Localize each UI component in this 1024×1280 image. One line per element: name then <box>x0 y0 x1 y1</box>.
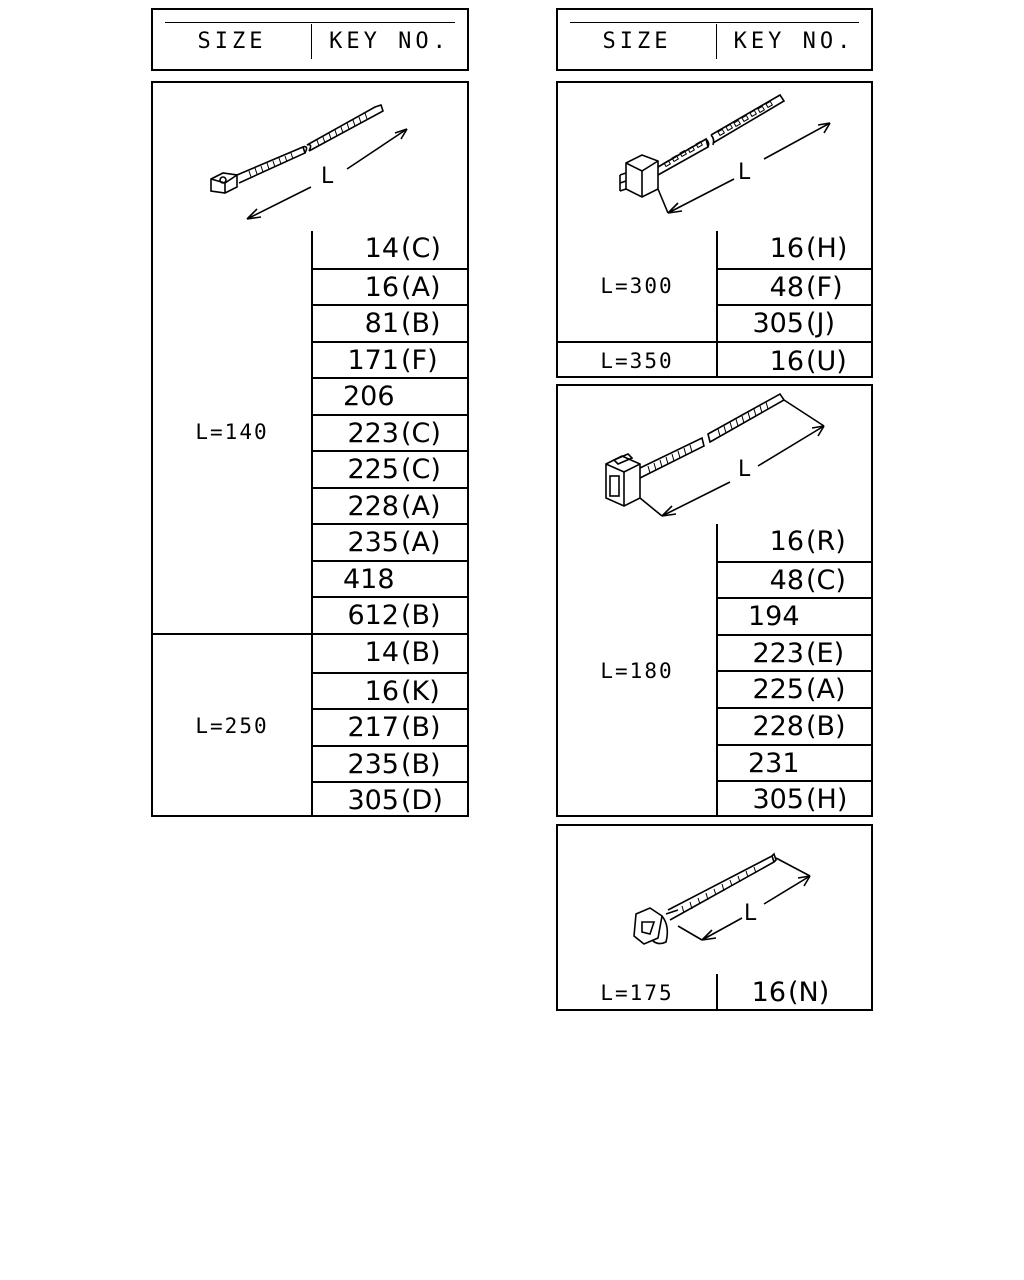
cable-tie-b-icon <box>558 83 871 231</box>
key-number: 418 <box>343 563 395 595</box>
key-number: 305 <box>752 308 804 340</box>
size-group-l350 <box>558 341 871 378</box>
key-suffix: (B) <box>806 711 846 742</box>
key-number-row <box>718 707 871 744</box>
key-suffix: (A) <box>401 527 441 558</box>
key-number: 235 <box>347 748 399 780</box>
key-suffix: (C) <box>401 454 441 485</box>
size-label: L=175 <box>600 980 674 1005</box>
key-number-row <box>313 231 467 268</box>
cable-tie-a-icon <box>153 83 467 231</box>
key-number-row <box>313 781 467 818</box>
key-number-row <box>313 414 467 451</box>
key-number: 228 <box>752 711 804 742</box>
key-suffix: (F) <box>806 271 843 303</box>
key-number-row <box>718 231 871 268</box>
key-number-row <box>718 974 871 1011</box>
key-number: 16 <box>769 526 804 557</box>
size-group-l300 <box>558 231 871 341</box>
key-number: 16 <box>769 346 804 377</box>
key-list <box>716 974 871 1011</box>
key-number-row <box>313 450 467 487</box>
cable-tie-d-icon <box>558 826 871 974</box>
key-number-row <box>313 268 467 305</box>
key-suffix: (H) <box>806 784 848 816</box>
cable-tie-diagram-b <box>556 81 873 233</box>
key-number-row <box>313 487 467 524</box>
key-number-row <box>718 304 871 341</box>
key-number-row <box>313 672 467 709</box>
key-number-row <box>718 343 871 380</box>
key-number: 194 <box>748 601 800 633</box>
key-list <box>716 231 871 341</box>
dimension-label: L <box>744 901 757 926</box>
right-top-table <box>556 231 873 378</box>
right-bottom-table <box>556 974 873 1011</box>
key-number-row <box>718 524 871 561</box>
key-column-header: KEY NO. <box>716 24 871 59</box>
key-number-row <box>718 268 871 305</box>
key-number: 48 <box>769 564 804 596</box>
key-number-row <box>718 670 871 707</box>
cable-tie-diagram-c <box>556 384 873 526</box>
key-number: 223 <box>752 637 804 669</box>
key-number-row <box>718 634 871 671</box>
key-number: 225 <box>347 454 399 485</box>
size-label: L=180 <box>600 658 674 683</box>
key-number: 14 <box>364 637 399 668</box>
key-suffix: (B) <box>401 712 441 744</box>
key-suffix: (N) <box>788 977 830 1008</box>
key-suffix: (H) <box>806 233 848 264</box>
key-suffix: (B) <box>401 308 441 339</box>
key-number-row <box>313 745 467 782</box>
key-number-row <box>313 341 467 378</box>
key-number: 223 <box>347 417 399 449</box>
key-number-row <box>718 561 871 598</box>
size-label: L=300 <box>600 274 674 298</box>
key-number-row <box>718 780 871 817</box>
key-suffix: (A) <box>401 490 441 522</box>
key-number: 235 <box>347 527 399 558</box>
key-suffix: (C) <box>806 564 846 596</box>
size-label: L=250 <box>195 714 269 738</box>
key-suffix: (R) <box>806 526 846 557</box>
size-column-header: SIZE <box>197 29 267 54</box>
header-rule <box>165 22 455 23</box>
key-number-row <box>313 377 467 414</box>
key-number: 305 <box>752 784 804 816</box>
key-suffix: (J) <box>806 308 836 340</box>
dimension-label: L <box>321 164 334 189</box>
key-number: 217 <box>347 712 399 744</box>
key-list <box>311 635 467 817</box>
size-group-l140 <box>153 231 467 633</box>
key-number-row <box>718 744 871 781</box>
key-suffix: (E) <box>806 637 845 669</box>
key-number: 16 <box>364 271 399 303</box>
key-list <box>311 231 467 633</box>
key-suffix: (C) <box>401 417 441 449</box>
key-suffix: (F) <box>401 344 438 376</box>
key-number-row <box>313 560 467 597</box>
key-number: 225 <box>752 674 804 706</box>
size-label: L=350 <box>600 348 674 373</box>
key-suffix: (A) <box>401 271 441 303</box>
key-suffix: (B) <box>401 748 441 780</box>
key-column-header: KEY NO. <box>311 24 467 59</box>
key-number: 206 <box>343 381 395 412</box>
key-suffix: (B) <box>401 600 441 631</box>
size-group-l180 <box>558 524 871 817</box>
key-number-row <box>313 304 467 341</box>
size-column-header: SIZE <box>602 29 672 54</box>
size-group-l175 <box>558 974 871 1011</box>
key-suffix: (D) <box>401 785 443 817</box>
key-number: 228 <box>347 490 399 522</box>
key-number: 48 <box>769 271 804 303</box>
key-number-row <box>313 708 467 745</box>
key-number: 81 <box>364 308 399 339</box>
key-number: 16 <box>364 675 399 707</box>
key-number: 305 <box>347 785 399 817</box>
key-number: 231 <box>748 747 800 779</box>
key-number-row <box>313 635 467 672</box>
header-rule <box>570 22 859 23</box>
key-list <box>716 343 871 378</box>
key-list <box>716 524 871 817</box>
dimension-label: L <box>738 457 751 482</box>
dimension-label: L <box>738 160 751 185</box>
key-suffix: (B) <box>401 637 441 668</box>
key-number: 16 <box>751 977 786 1008</box>
key-number: 171 <box>347 344 399 376</box>
right-header <box>556 8 873 71</box>
key-number: 16 <box>769 233 804 264</box>
left-table <box>151 231 469 817</box>
key-number-row <box>313 523 467 560</box>
key-number-row <box>313 596 467 633</box>
key-suffix: (K) <box>401 675 440 707</box>
key-number-row <box>718 597 871 634</box>
left-header <box>151 8 469 71</box>
key-suffix: (C) <box>401 233 441 264</box>
size-group-l250 <box>153 633 467 817</box>
cable-tie-diagram-a <box>151 81 469 233</box>
right-mid-table <box>556 524 873 817</box>
key-number: 14 <box>364 233 399 264</box>
key-number: 612 <box>347 600 399 631</box>
key-suffix: (A) <box>806 674 846 706</box>
key-suffix: (U) <box>806 346 847 377</box>
cable-tie-diagram-d <box>556 824 873 976</box>
size-label: L=140 <box>195 420 269 444</box>
cable-tie-c-icon <box>558 386 871 524</box>
